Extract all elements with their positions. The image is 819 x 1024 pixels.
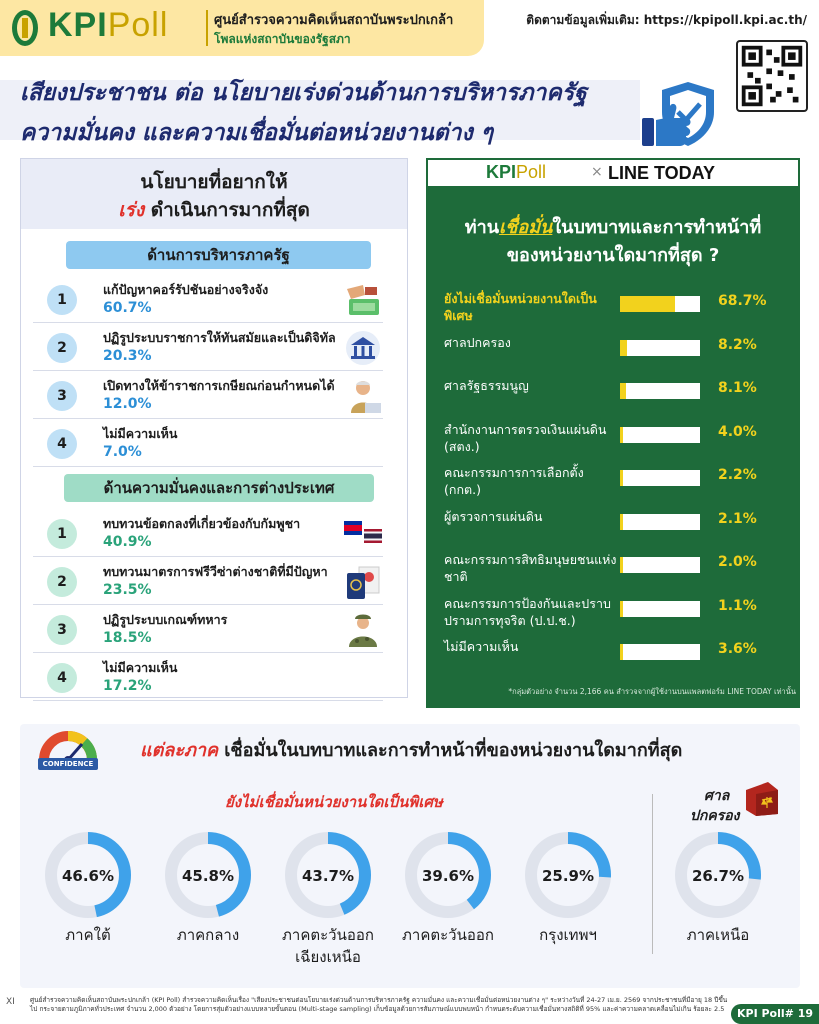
bar-value-label: 68.7% [718,293,767,309]
region-donut [38,830,138,946]
bar-label: ศาลรัฐธรรมนูญ [444,378,529,393]
bar [620,514,623,530]
list-item [33,277,383,323]
policy-heading-line2: เร่ง ดำเนินการมากที่สุด [118,199,310,221]
bar [620,427,623,443]
bar-track [620,601,700,617]
chart-question-line1: ท่านเชื่อมั่นในบทบาทและการทำหน้าที่ [464,217,762,238]
section-public-administration: ด้านการบริหารภาครัฐ [66,241,371,269]
header [0,0,819,58]
bar-value-label: 8.1% [718,380,757,396]
item-percent: 7.0% [103,444,142,460]
footer [0,994,819,1024]
item-label: ไม่มีความเห็น [103,426,178,441]
item-percent: 18.5% [103,630,152,646]
bar-value-label: 3.6% [718,641,757,657]
rank-badge: 2 [47,333,77,363]
section-divider [652,794,653,954]
rank-badge: 4 [47,429,77,459]
org-name: ศูนย์สำรวจความคิดเห็นสถาบันพระปกเกล้า [214,13,454,28]
bar-label: ศาลปกครอง [444,334,511,350]
list-item [33,559,383,605]
list-item [33,373,383,419]
money-bribe-icon [343,281,383,319]
cambodia-thailand-flags-icon [343,515,383,553]
rank-badge: 4 [47,663,77,693]
donut-value-label: 25.9% [541,867,595,885]
digital-government-icon [343,329,383,367]
bar-value-label: 2.1% [718,510,757,527]
bar [620,470,623,486]
bar-track [620,340,700,356]
trust-chart-panel [426,158,800,708]
donut-chart [43,830,133,920]
bar-track [620,383,700,399]
qr-code-icon[interactable] [736,40,808,112]
bar-label: คณะกรรมการการเลือกตั้ง (กกต.) [444,465,584,497]
region-label: ภาคใต้ [65,926,111,944]
more-info-link[interactable]: ติดตามข้อมูลเพิ่มเติม: https://kpipoll.kpi.ac.th/ [526,13,807,27]
retiree-officer-icon [343,377,383,415]
donut-value-label: 26.7% [691,867,745,885]
bar-row [444,460,784,500]
region-label: ภาคกลาง [176,926,240,944]
bar [620,296,675,312]
page-title-line2: ความมั่นคง และความเชื่อมั่นต่อหน่วยงานต่าง ๆ [20,120,494,146]
list-item [33,655,383,701]
chart-question-line2: ของหน่วยงานใดมากที่สุด ? [506,245,720,266]
bar-value-label: 1.1% [718,597,757,614]
list-item [33,421,383,467]
bar-label: คณะกรรมการป้องกันและปราบปรามการทุจริต (ป.ป.ช.) [444,595,611,628]
region-donut [518,830,618,946]
bar-row [444,417,784,457]
region-label: ภาคเหนือ [686,926,750,944]
donut-chart [283,830,373,920]
item-label: เปิดทางให้ข้าราชการเกษียณก่อนกำหนดได้ [103,378,335,393]
bar-row [444,634,784,674]
rank-badge: 3 [47,615,77,645]
org-subtitle: โพลแห่งสถาบันของรัฐสภา [214,32,351,46]
item-label: ปฏิรูประบบราชการให้ทันสมัยและเป็นดิจิทัล [103,330,336,345]
list-item [33,511,383,557]
bar-track [620,557,700,573]
donut-chart [403,830,493,920]
bar-track [620,427,700,443]
rank-badge: 2 [47,567,77,597]
bar-value-label: 8.2% [718,336,757,353]
item-percent: 20.3% [103,348,152,364]
bar-label: ผู้ตรวจการแผ่นดิน [444,508,543,524]
bar-label: คณะกรรมการสิทธิมนุษยชนแห่งชาติ [444,552,617,584]
donut-value-label: 45.8% [181,867,235,885]
admin-court-label-line2: ปกครอง [690,808,740,824]
region-donut [668,830,768,946]
bar [620,340,627,356]
section-security-foreign-affairs: ด้านความมั่นคงและการต่างประเทศ [64,474,374,502]
donut-chart [523,830,613,920]
donut-chart [163,830,253,920]
region-donut [158,830,258,946]
kpi-emblem-icon [10,8,40,48]
bar-row [444,286,784,326]
bar-value-label: 4.0% [718,423,757,440]
list-item [33,607,383,653]
kpi-poll-logo: KPIPoll [48,6,169,44]
footer-methodology: ศูนย์สำรวจความคิดเห็นสถาบันพระปกเกล้า (KPI Poll) สำรวจความคิดเห็นเรื่อง "เสียงประชาชนต่อนโยบายเร่งด่วนด้านการบริหารภาครัฐ ความมั่นคง และความเชื่อมั่นต่อหน่วยงานต่าง ๆ" ระหว่างวันที่ 24-27 เม.ย. 2569 จากประชาชนที่มีอายุ 18 ปีขึ้นไป กระจายตามภูมิภาคทั่วประเทศ จำนวน 2,000 ตัวอย่าง โดยการสุ่มตัวอย่างแบบหลายขั้นตอน (Multi-stage sampling) เก็บข้อมูลด้วยการสัมภาษณ์แบบพบหน้า กำหนดระดับความเชื่อมั่นทางสถิติที่ 95% และค่าความคลาดเคลื่อนไม่เกิน ร้อยละ 2.5 [30,996,728,1013]
bar [620,601,623,617]
kpi-poll-logo-small: KPIPoll [486,162,547,182]
bar-row [444,330,784,370]
item-percent: 17.2% [103,678,152,694]
bar-row [444,547,784,587]
rank-badge: 3 [47,381,77,411]
bar-value-label: 2.0% [718,554,757,570]
bar [620,383,626,399]
donut-value-label: 46.6% [61,867,115,885]
bar-row [444,504,784,544]
bar-track [620,296,700,312]
region-label: กรุงเทพฯ [539,926,597,944]
shield-thumbs-up-icon [640,78,726,150]
item-label: ทบทวนมาตรการฟรีวีซ่าต่างชาติที่มีปัญหา [103,564,328,579]
list-item [33,325,383,371]
bar-track [620,470,700,486]
admin-court-label-line1: ศาล [704,788,730,804]
region-donut [398,830,498,946]
item-percent: 40.9% [103,534,152,550]
bar-label: สำนักงานการตรวจเงินแผ่นดิน (สตง.) [444,421,607,454]
bar-value-label: 2.2% [718,467,757,483]
item-percent: 60.7% [103,300,152,316]
rank-badge: 1 [47,285,77,315]
bar-label: ยังไม่เชื่อมั่นหน่วยงานใดเป็นพิเศษ [444,291,597,323]
line-today-logo: LINE TODAY [608,163,716,183]
region-label: ภาคตะวันออก [402,926,494,944]
soldier-icon [343,611,383,649]
policy-panel [20,158,408,698]
logo-divider [206,10,208,46]
chart-panel-header [426,158,800,188]
regional-subheading: ยังไม่เชื่อมั่นหน่วยงานใดเป็นพิเศษ [225,793,443,811]
donut-chart [673,830,763,920]
collab-x: × [591,164,603,180]
item-label: ไม่มีความเห็น [103,660,178,675]
regional-title: แต่ละภาค เชื่อมั่นในบทบาทและการทำหน้าที่ของหน่วยงานใดมากที่สุด [140,740,683,761]
passport-visa-icon [343,563,383,601]
bar [620,644,623,660]
issue-badge: KPI Poll# 19 [731,1004,819,1024]
item-percent: 23.5% [103,582,152,598]
law-book-icon [742,780,782,818]
bar-row [444,373,784,413]
confidence-label: CONFIDENCE [38,758,98,770]
region-label: ภาคตะวันออกเฉียงเหนือ [282,926,374,966]
page-title-line1: เสียงประชาชน ต่อ นโยบายเร่งด่วนด้านการบริหารภาครัฐ [20,80,587,106]
bar-label: ไม่มีความเห็น [444,639,519,654]
policy-heading-line1: นโยบายที่อยากให้ [140,171,288,193]
item-label: แก้ปัญหาคอร์รัปชันอย่างจริงจัง [103,282,269,297]
item-percent: 12.0% [103,396,152,412]
bar-row [444,591,784,631]
bar [620,557,623,573]
rank-badge: 1 [47,519,77,549]
bar-track [620,644,700,660]
bar-track [620,514,700,530]
donut-value-label: 43.7% [301,867,355,885]
item-label: ปฏิรูประบบเกณฑ์ทหาร [103,612,228,627]
footer-tag: XI [6,997,15,1007]
donut-value-label: 39.6% [421,867,475,885]
region-donut [278,830,378,968]
chart-footnote: *กลุ่มตัวอย่าง จำนวน 2,166 คน สำรวจจากผู้ใช้งานบนแพลตฟอร์ม LINE TODAY เท่านั้น [508,687,796,696]
item-label: ทบทวนข้อตกลงที่เกี่ยวข้องกับกัมพูชา [103,516,301,531]
